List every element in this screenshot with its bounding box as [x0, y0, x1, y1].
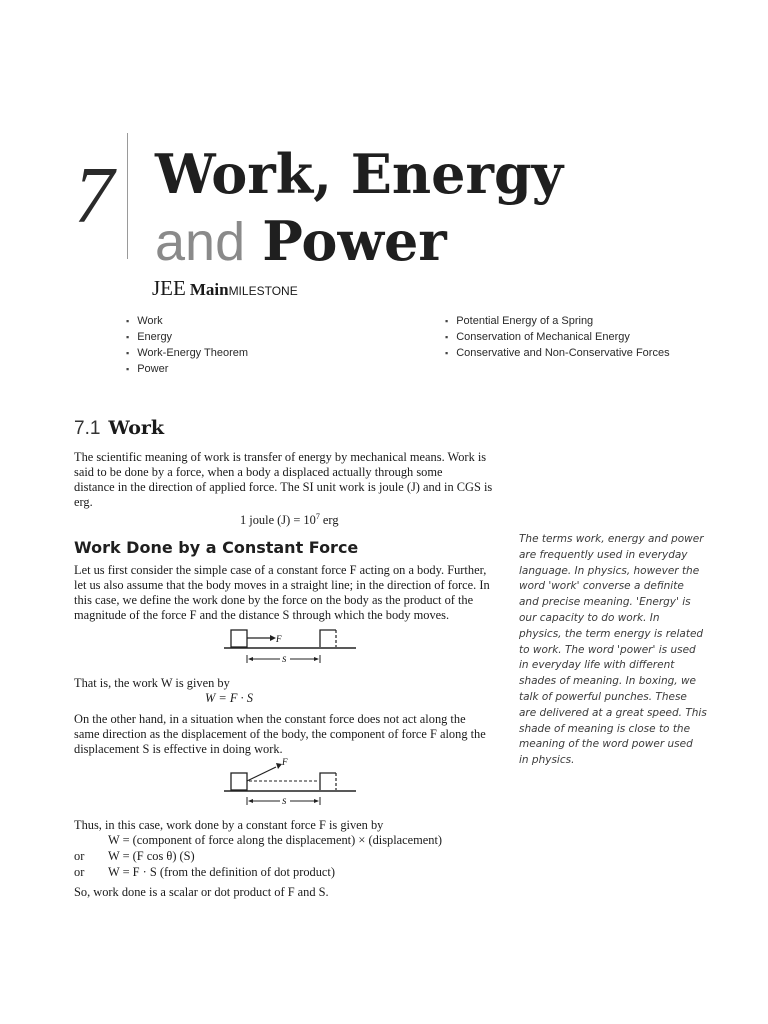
milestone-main: Main [189, 280, 229, 299]
equation-component: W = (component of force along the displacement) × (displacement) [108, 833, 443, 847]
distance-arrow-left [248, 799, 253, 803]
paragraph-work-given: That is, the work W is given by [74, 676, 230, 690]
note-line: The terms work, energy and power [519, 533, 704, 545]
distance-arrow-right [314, 657, 319, 661]
topic-item: ▪ Conservative and Non-Conservative Forces [445, 345, 670, 361]
note-line: in everyday life with different [519, 659, 675, 672]
section-heading [74, 417, 164, 440]
text-line: displacement S is effective in doing work. [74, 742, 283, 756]
equation-joule-left: 1 joule (J) = 10 [240, 513, 316, 528]
text-line: let us also assume that the body moves in a straight line; in the direction of force. In [74, 578, 490, 592]
note-line: are frequently used in everyday [519, 548, 688, 561]
chapter-title-line1: Work, Energy [155, 142, 564, 206]
note-line: shades of meaning. In boxing, we [519, 675, 696, 688]
note-line: language. In physics, however the [519, 564, 700, 577]
paragraph-constant-force [74, 563, 502, 623]
note-line: talk of powerful punches. These [519, 690, 687, 703]
jee-main-milestone [152, 276, 298, 301]
block-initial [231, 630, 247, 647]
distance-arrow-left [248, 657, 253, 661]
milestone-jee: JEE [152, 276, 186, 300]
margin-note [519, 532, 707, 769]
distance-arrow-right [314, 799, 319, 803]
block-final [320, 630, 336, 647]
distance-label: S [282, 796, 287, 806]
paragraph-scalar: So, work done is a scalar or dot product of F and S. [74, 885, 329, 899]
force-label: F [276, 634, 282, 644]
topic-item: ▪ Conservation of Mechanical Energy [445, 329, 670, 345]
diagram-force-along-displacement [220, 624, 360, 666]
equation-cos: W = (F cos θ) (S) [108, 849, 195, 863]
text-line: this case, we define the work done by the force on the body as the product of the [74, 593, 474, 607]
equation-joule-right: erg [319, 513, 339, 528]
paragraph-definition [74, 450, 502, 510]
equation-joule [240, 512, 339, 528]
text-line: distance in the direction of applied force. The SI unit work is joule (J) and in CGS is [74, 480, 493, 494]
topic-item: ▪ Work-Energy Theorem [126, 345, 248, 361]
paragraph-component [74, 712, 502, 757]
topic-item: ▪ Power [126, 361, 248, 377]
note-line: our capacity to do work. In [519, 611, 660, 624]
note-line: to work. The word 'power' is used [519, 643, 696, 656]
text-line: The scientific meaning of work is transfer of energy by mechanical means. Work is [74, 450, 487, 464]
chapter-divider [127, 133, 128, 259]
or-label: or [74, 865, 85, 879]
chapter-title-power: Power [262, 209, 447, 273]
chapter-title-and: and [155, 212, 246, 272]
or-label: or [74, 849, 85, 863]
topics-list-right [445, 313, 670, 361]
text-line: said to be done by a force, when a body a displaced actually through some [74, 465, 443, 479]
equation-joule-exponent: 7 [315, 512, 320, 521]
text-line: erg. [74, 495, 93, 509]
distance-label: S [282, 654, 287, 664]
note-line: physics, the term energy is related [519, 627, 704, 640]
block-final [320, 773, 336, 790]
text-line: On the other hand, in a situation when the constant force does not act along the [74, 712, 466, 726]
topic-item: ▪ Work [126, 313, 248, 329]
paragraph-thus: Thus, in this case, work done by a constant force F is given by [74, 818, 384, 832]
chapter-number: 7 [74, 152, 114, 240]
note-line: and precise meaning. 'Energy' is [519, 596, 691, 609]
section-number: 7.1 [74, 418, 101, 439]
milestone-label: MILESTONE [228, 284, 298, 298]
topic-item: ▪ Energy [126, 329, 248, 345]
text-line: same direction as the displacement of the body, the component of force F along the [74, 727, 486, 741]
section-title: Work [108, 417, 165, 439]
note-line: shade of meaning is close to the [519, 722, 691, 735]
note-line: word 'work' converse a definite [519, 580, 684, 593]
force-arrow [247, 767, 276, 781]
subheading-constant-force: Work Done by a Constant Force [74, 538, 359, 557]
note-line: are delivered at a great speed. This [519, 706, 707, 719]
equation-work: W = F · S [205, 691, 253, 705]
chapter-title-line2 [155, 205, 447, 278]
block-initial [231, 773, 247, 790]
topic-item: ▪ Potential Energy of a Spring [445, 313, 670, 329]
diagram-force-at-angle [220, 756, 360, 808]
force-label: F [282, 757, 288, 767]
note-line: in physics. [519, 754, 575, 767]
topics-list-left [126, 313, 248, 377]
text-line: Let us first consider the simple case of a constant force F acting on a body. Further, [74, 563, 487, 577]
equation-dot: W = F · S (from the definition of dot product) [108, 865, 336, 879]
text-line: magnitude of the force F and the distance S through which the body moves. [74, 608, 450, 622]
note-line: meaning of the word power used [519, 738, 693, 751]
